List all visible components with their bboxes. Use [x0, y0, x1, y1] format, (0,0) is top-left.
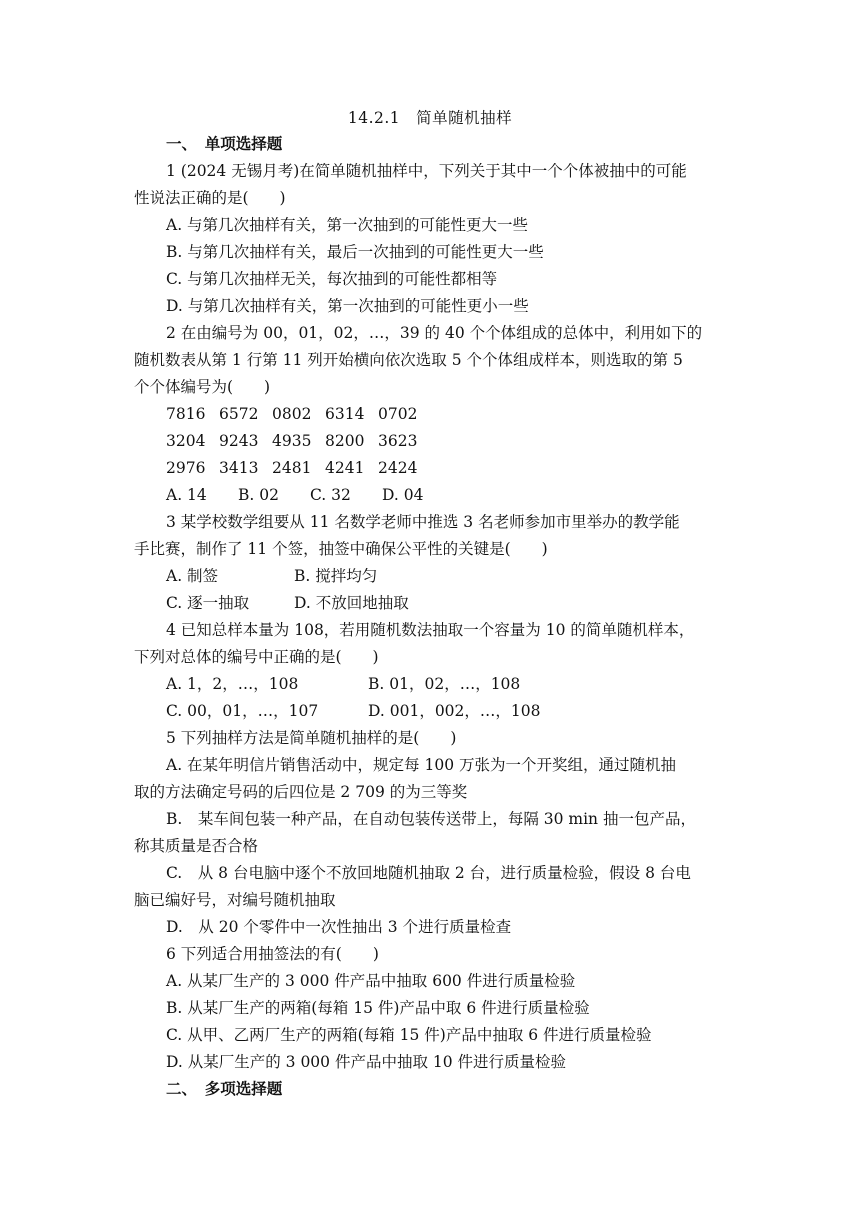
question-2-options: [166, 485, 732, 505]
question-1-stem-cont: 性说法正确的是( ): [134, 189, 286, 207]
question-4-stem: 4 已知总样本量为 108，若用随机数法抽取一个容量为 10 的简单随机样本，: [166, 621, 695, 639]
question-3-stem-cont: 手比赛，制作了 11 个签，抽签中确保公平性的关键是( ): [134, 540, 548, 558]
page-title: 14.2.1 简单随机抽样: [347, 109, 513, 127]
table-cell: 2976: [166, 459, 206, 477]
table-cell: 4241: [325, 459, 365, 477]
table-cell: 2424: [378, 459, 418, 477]
question-5-option-b-cont: 称其质量是否合格: [134, 837, 259, 855]
section-heading-multiple-choice: 二、 多项选择题: [166, 1079, 283, 1098]
question-5-option-c: C. 从 8 台电脑中逐个不放回地随机抽取 2 台，进行质量检验，假设 8 台电: [166, 864, 691, 882]
table-cell: 2481: [272, 459, 312, 477]
table-cell: 7816: [166, 405, 206, 423]
question-1-option-d: D. 与第几次抽样有关，第一次抽到的可能性更小一些: [166, 297, 529, 315]
question-3-option-c: C. 逐一抽取: [166, 594, 250, 612]
question-4-options-row-1: [166, 674, 732, 694]
question-5-stem: 5 下列抽样方法是简单随机抽样的是( ): [166, 729, 457, 747]
question-4-option-a: A. 1，2，…，108: [166, 675, 299, 693]
question-2-option-a: A. 14: [166, 486, 207, 504]
section-heading-single-choice: 一、 单项选择题: [166, 134, 283, 153]
table-cell: 3623: [378, 432, 418, 450]
question-3-option-d: D. 不放回地抽取: [294, 594, 409, 612]
table-cell: 0802: [272, 405, 312, 423]
question-1-option-c: C. 与第几次抽样无关，每次抽到的可能性都相等: [166, 270, 498, 288]
table-cell: 0702: [378, 405, 418, 423]
table-cell: 6314: [325, 405, 365, 423]
question-1-stem: 1 (2024 无锡月考)在简单随机抽样中，下列关于其中一个个体被抽中的可能: [166, 162, 687, 180]
table-cell: 3204: [166, 432, 206, 450]
random-number-table-row-2: [166, 431, 732, 451]
question-6-option-b: B. 从某厂生产的两箱(每箱 15 件)产品中取 6 件进行质量检验: [166, 999, 590, 1017]
question-4-option-d: D. 001，002，…，108: [368, 702, 541, 720]
question-4-option-c: C. 00，01，…，107: [166, 702, 319, 720]
question-2-option-c: C. 32: [310, 486, 351, 504]
question-6-option-a: A. 从某厂生产的 3 000 件产品中抽取 600 件进行质量检验: [166, 972, 576, 990]
question-1-option-b: B. 与第几次抽样有关，最后一次抽到的可能性更大一些: [166, 243, 544, 261]
question-4-stem-cont: 下列对总体的编号中正确的是( ): [134, 648, 379, 666]
table-cell: 3413: [219, 459, 259, 477]
question-2-option-b: B. 02: [238, 486, 279, 504]
question-6-stem: 6 下列适合用抽签法的有( ): [166, 945, 379, 963]
question-2-stem-cont2: 个个体编号为( ): [134, 378, 271, 396]
table-cell: 6572: [219, 405, 259, 423]
question-6-option-d: D. 从某厂生产的 3 000 件产品中抽取 10 件进行质量检验: [166, 1053, 567, 1071]
random-number-table-row-1: [166, 404, 732, 424]
table-cell: 8200: [325, 432, 365, 450]
question-2-option-d: D. 04: [382, 486, 424, 504]
table-cell: 4935: [272, 432, 312, 450]
question-4-options-row-2: [166, 701, 732, 721]
question-2-stem: 2 在由编号为 00，01，02，…，39 的 40 个个体组成的总体中，利用如下的: [166, 324, 703, 342]
question-3-options-row-2: [166, 593, 732, 613]
question-5-option-c-cont: 脑已编好号，对编号随机抽取: [134, 891, 336, 909]
question-5-option-a-cont: 取的方法确定号码的后四位是 2 709 的为三等奖: [134, 783, 468, 801]
question-5-option-b: B. 某车间包装一种产品，在自动包装传送带上，每隔 30 min 抽一包产品，: [166, 810, 696, 828]
question-4-option-b: B. 01，02，…，108: [368, 675, 521, 693]
question-3-option-b: B. 搅拌均匀: [294, 567, 378, 585]
question-5-option-a: A. 在某年明信片销售活动中，规定每 100 万张为一个开奖组，通过随机抽: [166, 756, 676, 774]
question-3-options-row-1: [166, 566, 732, 586]
random-number-table-row-3: [166, 458, 732, 478]
question-5-option-d: D. 从 20 个零件中一次性抽出 3 个进行质量检查: [166, 918, 512, 936]
question-3-stem: 3 某学校数学组要从 11 名数学老师中推选 3 名老师参加市里举办的教学能: [166, 513, 680, 531]
question-3-option-a: A. 制签: [166, 567, 219, 585]
table-cell: 9243: [219, 432, 259, 450]
question-2-stem-cont: 随机数表从第 1 行第 11 列开始横向依次选取 5 个个体组成样本，则选取的第 5: [134, 351, 683, 369]
question-1-option-a: A. 与第几次抽样有关，第一次抽到的可能性更大一些: [166, 216, 529, 234]
question-6-option-c: C. 从甲、乙两厂生产的两箱(每箱 15 件)产品中抽取 6 件进行质量检验: [166, 1026, 652, 1044]
